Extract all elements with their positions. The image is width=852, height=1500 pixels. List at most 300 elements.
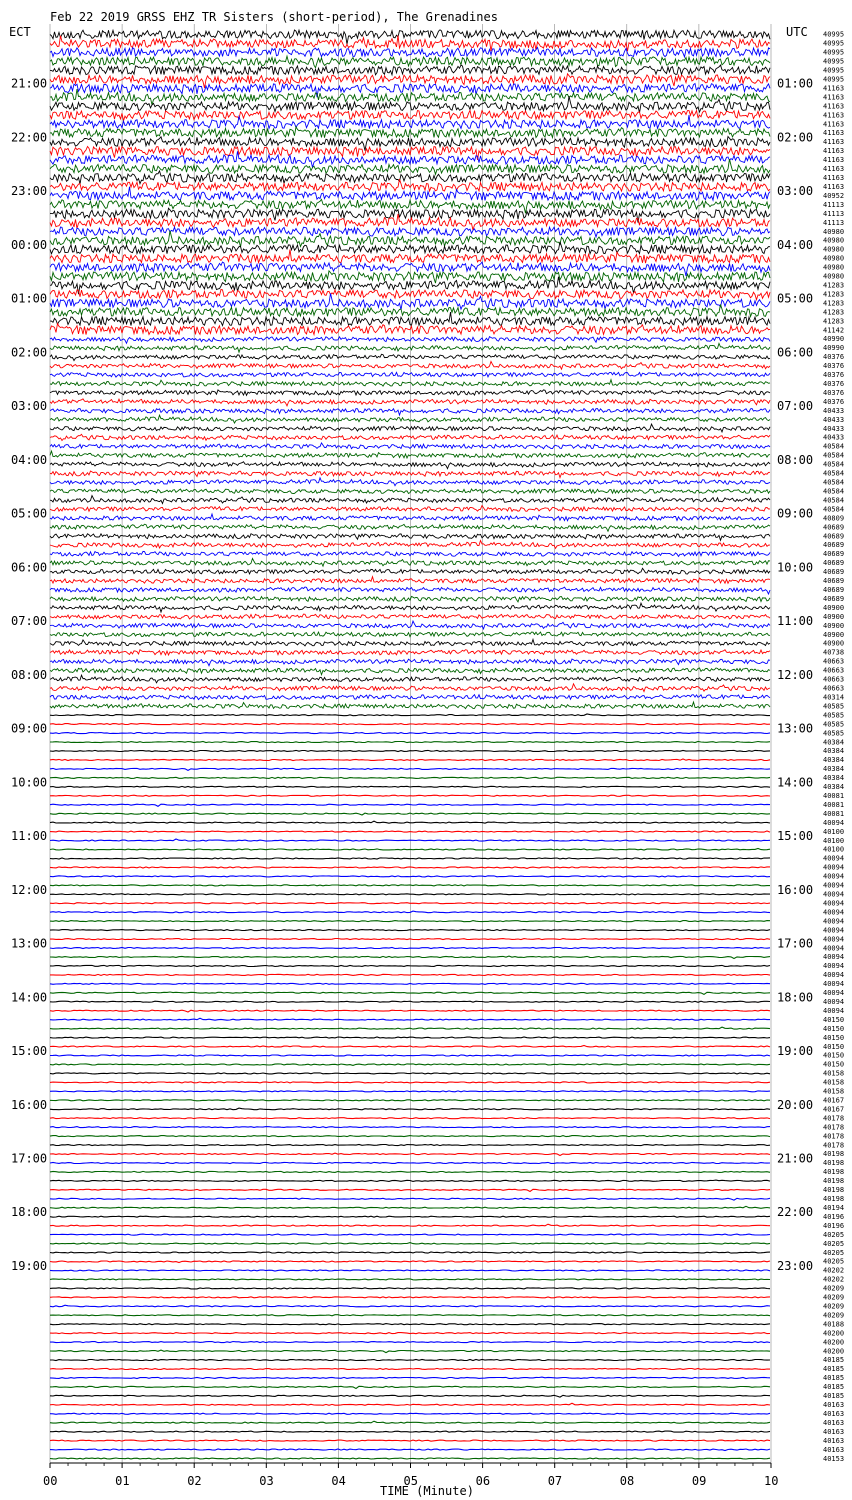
trace-69 xyxy=(50,650,770,655)
trace-label-54: 40809 xyxy=(823,514,845,523)
trace-35 xyxy=(50,343,770,352)
trace-label-155: 40163 xyxy=(823,1418,845,1427)
left-hour-label-2: 23:00 xyxy=(11,184,48,199)
trace-142 xyxy=(50,1305,770,1307)
trace-label-112: 40150 xyxy=(823,1033,845,1042)
trace-label-32: 41283 xyxy=(823,317,845,326)
right-hour-label-11: 12:00 xyxy=(777,667,814,682)
trace-label-31: 41283 xyxy=(823,308,845,317)
trace-89 xyxy=(50,831,770,832)
trace-159 xyxy=(50,1458,770,1459)
trace-75 xyxy=(50,702,770,709)
trace-37 xyxy=(50,361,770,369)
trace-41 xyxy=(50,399,770,406)
right-hour-label-5: 06:00 xyxy=(777,345,814,360)
trace-144 xyxy=(50,1324,770,1325)
trace-141 xyxy=(50,1297,770,1298)
trace-label-121: 40178 xyxy=(823,1114,845,1123)
trace-label-133: 40196 xyxy=(823,1221,845,1230)
trace-label-97: 40094 xyxy=(823,899,845,908)
trace-label-43: 40433 xyxy=(823,415,845,424)
left-hour-label-7: 04:00 xyxy=(11,452,48,467)
trace-label-26: 40980 xyxy=(823,263,845,272)
trace-48 xyxy=(50,462,770,469)
trace-label-59: 40689 xyxy=(823,559,845,568)
trace-label-140: 40209 xyxy=(823,1284,845,1293)
right-timezone-label: UTC xyxy=(786,25,808,39)
trace-label-73: 40663 xyxy=(823,684,845,693)
trace-label-127: 40198 xyxy=(823,1168,845,1177)
left-hour-label-4: 01:00 xyxy=(11,291,48,306)
trace-94 xyxy=(50,876,770,877)
trace-17 xyxy=(50,179,770,191)
x-tick-label-1: 01 xyxy=(115,1474,130,1488)
trace-label-141: 40209 xyxy=(823,1293,845,1302)
trace-label-146: 40200 xyxy=(823,1338,845,1347)
trace-label-151: 40185 xyxy=(823,1383,845,1392)
trace-label-93: 40094 xyxy=(823,863,845,872)
trace-label-145: 40200 xyxy=(823,1329,845,1338)
trace-label-84: 40384 xyxy=(823,783,845,791)
trace-label-18: 40952 xyxy=(823,191,845,200)
trace-57 xyxy=(50,541,770,549)
trace-54 xyxy=(50,514,770,521)
trace-131 xyxy=(50,1206,770,1208)
trace-74 xyxy=(50,695,770,700)
trace-53 xyxy=(50,506,770,512)
trace-label-150: 40185 xyxy=(823,1374,845,1383)
trace-label-63: 40689 xyxy=(823,595,845,603)
trace-label-98: 40094 xyxy=(823,908,845,917)
seismic-traces xyxy=(50,30,770,1459)
trace-label-122: 40178 xyxy=(823,1123,845,1132)
trace-98 xyxy=(50,911,770,913)
left-hour-label-0: 21:00 xyxy=(11,76,48,91)
trace-label-42: 40433 xyxy=(823,406,845,415)
trace-label-45: 40433 xyxy=(823,433,845,442)
right-hour-label-16: 17:00 xyxy=(777,936,814,951)
trace-label-96: 40094 xyxy=(823,890,845,899)
right-hour-label-3: 04:00 xyxy=(777,238,814,252)
trace-label-131: 40194 xyxy=(823,1204,845,1212)
trace-label-60: 40689 xyxy=(823,568,845,577)
trace-59 xyxy=(50,558,770,566)
trace-97 xyxy=(50,903,770,904)
trace-label-10: 41163 xyxy=(823,120,845,129)
trace-label-41: 40376 xyxy=(823,397,845,406)
trace-65 xyxy=(50,614,770,619)
trace-138 xyxy=(50,1270,770,1271)
trace-label-19: 41113 xyxy=(823,200,845,209)
trace-93 xyxy=(50,867,770,869)
trace-55 xyxy=(50,524,770,531)
trace-label-101: 40094 xyxy=(823,935,845,944)
trace-115 xyxy=(50,1064,770,1066)
trace-label-20: 41113 xyxy=(823,209,845,218)
trace-109 xyxy=(50,1010,770,1012)
trace-label-2: 40995 xyxy=(823,48,845,57)
trace-49 xyxy=(50,471,770,478)
trace-56 xyxy=(50,534,770,541)
trace-154 xyxy=(50,1413,770,1414)
left-hour-label-6: 03:00 xyxy=(11,399,48,414)
trace-34 xyxy=(50,337,770,344)
trace-label-114: 40150 xyxy=(823,1051,845,1060)
trace-label-119: 40167 xyxy=(823,1096,845,1105)
trace-label-159: 40153 xyxy=(823,1454,845,1463)
trace-38 xyxy=(50,372,770,377)
trace-72 xyxy=(50,675,770,683)
left-hour-label-17: 14:00 xyxy=(11,990,48,1005)
right-hour-label-22: 23:00 xyxy=(777,1259,814,1273)
trace-135 xyxy=(50,1243,770,1245)
trace-62 xyxy=(50,587,770,594)
trace-label-82: 40384 xyxy=(823,765,845,774)
right-hour-label-12: 13:00 xyxy=(777,721,814,736)
trace-71 xyxy=(50,668,770,675)
left-hour-label-12: 09:00 xyxy=(11,721,48,736)
x-tick-label-7: 07 xyxy=(547,1474,563,1488)
trace-9 xyxy=(50,110,770,120)
trace-label-68: 40900 xyxy=(823,639,845,648)
trace-label-94: 40094 xyxy=(823,872,845,881)
trace-label-144: 40188 xyxy=(823,1320,845,1329)
trace-95 xyxy=(50,885,770,886)
trace-40 xyxy=(50,390,770,395)
left-hour-label-18: 15:00 xyxy=(11,1044,48,1058)
trace-143 xyxy=(50,1315,770,1316)
right-hour-label-19: 20:00 xyxy=(777,1097,814,1112)
trace-label-152: 40185 xyxy=(823,1392,845,1401)
trace-label-33: 41142 xyxy=(823,326,845,335)
trace-134 xyxy=(50,1234,770,1235)
trace-label-158: 40163 xyxy=(823,1445,845,1454)
trace-149 xyxy=(50,1368,770,1369)
trace-label-85: 40081 xyxy=(823,792,845,800)
trace-label-79: 40384 xyxy=(823,738,845,747)
x-tick-label-9: 09 xyxy=(691,1474,707,1488)
right-hour-label-17: 18:00 xyxy=(777,990,814,1005)
trace-label-30: 41283 xyxy=(823,299,845,308)
trace-label-106: 40094 xyxy=(823,980,845,989)
trace-label-6: 41163 xyxy=(823,84,845,93)
trace-66 xyxy=(50,621,770,629)
trace-label-86: 40081 xyxy=(823,801,845,809)
trace-125 xyxy=(50,1153,770,1155)
trace-105 xyxy=(50,974,770,975)
trace-110 xyxy=(50,1018,770,1020)
right-hour-label-10: 11:00 xyxy=(777,614,814,629)
trace-136 xyxy=(50,1252,770,1253)
trace-122 xyxy=(50,1127,770,1128)
trace-127 xyxy=(50,1171,770,1172)
trace-label-154: 40163 xyxy=(823,1410,845,1418)
trace-153 xyxy=(50,1403,770,1405)
trace-92 xyxy=(50,858,770,859)
trace-33 xyxy=(50,324,770,335)
trace-25 xyxy=(50,249,770,263)
x-tick-label-10: 10 xyxy=(764,1474,779,1488)
trace-label-56: 40689 xyxy=(823,532,845,541)
trace-label-16: 41163 xyxy=(823,174,845,182)
right-hour-label-13: 14:00 xyxy=(777,775,814,790)
trace-label-74: 40314 xyxy=(823,693,845,702)
trace-101 xyxy=(50,939,770,940)
trace-152 xyxy=(50,1395,770,1397)
trace-label-130: 40198 xyxy=(823,1195,845,1203)
trace-label-44: 40433 xyxy=(823,424,845,433)
trace-label-64: 40900 xyxy=(823,603,845,612)
right-hour-label-20: 21:00 xyxy=(777,1151,814,1166)
trace-76 xyxy=(50,714,770,716)
trace-label-49: 40584 xyxy=(823,469,845,478)
trace-label-55: 40689 xyxy=(823,523,845,532)
trace-120 xyxy=(50,1108,770,1110)
trace-label-117: 40158 xyxy=(823,1078,845,1087)
right-hour-label-7: 08:00 xyxy=(777,452,814,467)
x-tick-label-2: 02 xyxy=(187,1474,202,1488)
x-tick-label-4: 04 xyxy=(331,1474,346,1488)
trace-label-52: 40584 xyxy=(823,496,845,505)
trace-81 xyxy=(50,759,770,761)
left-hour-label-8: 05:00 xyxy=(11,506,48,521)
trace-96 xyxy=(50,894,770,895)
trace-128 xyxy=(50,1180,770,1181)
trace-label-70: 40663 xyxy=(823,657,845,666)
right-hour-label-18: 19:00 xyxy=(777,1044,814,1058)
trace-73 xyxy=(50,684,770,692)
trace-label-110: 40150 xyxy=(823,1015,845,1024)
trace-label-139: 40202 xyxy=(823,1275,845,1284)
x-tick-label-0: 00 xyxy=(43,1474,58,1488)
trace-label-27: 40980 xyxy=(823,272,845,281)
trace-label-153: 40163 xyxy=(823,1401,845,1409)
trace-label-9: 41163 xyxy=(823,111,845,120)
trace-91 xyxy=(50,849,770,851)
trace-label-46: 40584 xyxy=(823,442,845,451)
x-tick-label-3: 03 xyxy=(259,1474,274,1488)
left-hour-label-9: 06:00 xyxy=(11,560,48,575)
trace-label-38: 40376 xyxy=(823,371,845,380)
trace-58 xyxy=(50,551,770,556)
left-hour-label-19: 16:00 xyxy=(11,1097,48,1112)
trace-label-21: 41113 xyxy=(823,218,845,227)
trace-label-12: 41163 xyxy=(823,138,845,147)
trace-113 xyxy=(50,1046,770,1048)
trace-147 xyxy=(50,1350,770,1353)
trace-label-107: 40094 xyxy=(823,989,845,997)
trace-label-91: 40100 xyxy=(823,845,845,854)
trace-label-95: 40094 xyxy=(823,881,845,890)
trace-label-4: 40995 xyxy=(823,66,845,75)
right-hour-label-14: 15:00 xyxy=(777,829,814,844)
trace-60 xyxy=(50,568,770,574)
trace-50 xyxy=(50,478,770,486)
trace-88 xyxy=(50,821,770,823)
trace-15 xyxy=(50,159,770,174)
trace-label-28: 41283 xyxy=(823,281,845,290)
trace-label-99: 40094 xyxy=(823,917,845,926)
trace-label-17: 41163 xyxy=(823,183,845,191)
trace-140 xyxy=(50,1288,770,1289)
trace-86 xyxy=(50,804,770,806)
trace-label-100: 40094 xyxy=(823,926,845,935)
trace-64 xyxy=(50,603,770,612)
trace-132 xyxy=(50,1216,770,1217)
trace-124 xyxy=(50,1145,770,1146)
trace-label-67: 40900 xyxy=(823,630,845,639)
trace-label-123: 40178 xyxy=(823,1132,845,1141)
trace-107 xyxy=(50,992,770,994)
trace-label-124: 40178 xyxy=(823,1141,845,1150)
trace-121 xyxy=(50,1118,770,1119)
trace-label-25: 40980 xyxy=(823,254,845,263)
right-hour-label-1: 02:00 xyxy=(777,130,814,145)
trace-label-7: 41163 xyxy=(823,93,845,102)
trace-label-69: 40738 xyxy=(823,648,845,657)
trace-4 xyxy=(50,65,770,75)
left-hour-label-14: 11:00 xyxy=(11,829,48,844)
left-hour-label-21: 18:00 xyxy=(11,1205,48,1220)
trace-label-40: 40376 xyxy=(823,389,845,397)
trace-label-115: 40150 xyxy=(823,1060,845,1069)
trace-label-34: 40990 xyxy=(823,335,845,344)
trace-label-137: 40205 xyxy=(823,1257,845,1266)
trace-label-62: 40689 xyxy=(823,586,845,594)
left-hour-label-13: 10:00 xyxy=(11,775,48,790)
trace-137 xyxy=(50,1261,770,1263)
left-hour-label-5: 02:00 xyxy=(11,345,48,360)
trace-2 xyxy=(50,47,770,57)
trace-label-75: 40585 xyxy=(823,702,845,711)
trace-label-3: 40995 xyxy=(823,57,845,66)
trace-label-24: 40980 xyxy=(823,245,845,254)
trace-label-37: 40376 xyxy=(823,362,845,371)
left-hour-label-22: 19:00 xyxy=(11,1259,48,1273)
trace-label-90: 40100 xyxy=(823,836,845,845)
trace-119 xyxy=(50,1100,770,1101)
trace-label-80: 40384 xyxy=(823,747,845,756)
trace-label-111: 40150 xyxy=(823,1024,845,1033)
trace-label-92: 40094 xyxy=(823,854,845,863)
trace-117 xyxy=(50,1082,770,1083)
trace-label-103: 40094 xyxy=(823,953,845,962)
trace-label-65: 40900 xyxy=(823,612,845,621)
trace-label-35: 40990 xyxy=(823,344,845,353)
trace-label-0: 40995 xyxy=(823,30,845,39)
trace-155 xyxy=(50,1421,770,1423)
trace-156 xyxy=(50,1431,770,1432)
trace-151 xyxy=(50,1386,770,1388)
left-timezone-label: ECT xyxy=(9,25,31,39)
trace-label-118: 40158 xyxy=(823,1087,845,1096)
right-hour-label-2: 03:00 xyxy=(777,184,814,199)
trace-label-15: 41163 xyxy=(823,165,845,174)
trace-scale-labels xyxy=(823,31,844,1463)
trace-112 xyxy=(50,1037,770,1038)
trace-6 xyxy=(50,84,770,98)
trace-label-66: 40900 xyxy=(823,621,845,630)
trace-145 xyxy=(50,1333,770,1334)
trace-label-1: 40995 xyxy=(823,39,845,48)
trace-label-105: 40094 xyxy=(823,971,845,980)
x-axis xyxy=(43,1463,778,1488)
left-hour-label-10: 07:00 xyxy=(11,614,48,629)
trace-118 xyxy=(50,1091,770,1092)
trace-label-5: 40995 xyxy=(823,75,845,84)
trace-label-14: 41163 xyxy=(823,156,845,165)
trace-label-108: 40094 xyxy=(823,998,845,1006)
x-axis-label: TIME (Minute) xyxy=(380,1484,474,1498)
x-tick-label-8: 08 xyxy=(619,1474,635,1488)
trace-133 xyxy=(50,1224,770,1226)
trace-67 xyxy=(50,632,770,637)
trace-label-104: 40094 xyxy=(823,962,845,971)
trace-85 xyxy=(50,795,770,796)
right-hour-label-21: 22:00 xyxy=(777,1205,814,1220)
trace-51 xyxy=(50,489,770,494)
trace-29 xyxy=(50,289,770,299)
left-hour-label-3: 00:00 xyxy=(11,238,48,252)
trace-11 xyxy=(50,127,770,138)
trace-80 xyxy=(50,750,770,751)
trace-106 xyxy=(50,983,770,984)
trace-82 xyxy=(50,768,770,770)
right-hour-label-15: 16:00 xyxy=(777,882,814,897)
trace-label-36: 40376 xyxy=(823,353,845,362)
trace-label-134: 40205 xyxy=(823,1230,845,1239)
trace-label-109: 40094 xyxy=(823,1006,845,1015)
trace-84 xyxy=(50,786,770,787)
trace-157 xyxy=(50,1440,770,1442)
trace-label-138: 40202 xyxy=(823,1266,845,1275)
trace-label-129: 40198 xyxy=(823,1186,845,1195)
right-hour-label-8: 09:00 xyxy=(777,506,814,521)
trace-label-47: 40584 xyxy=(823,451,845,460)
right-hour-label-0: 01:00 xyxy=(777,76,814,91)
trace-label-83: 40384 xyxy=(823,774,845,783)
trace-52 xyxy=(50,496,770,504)
trace-label-132: 40196 xyxy=(823,1212,845,1221)
trace-70 xyxy=(50,659,770,666)
trace-label-156: 40163 xyxy=(823,1427,845,1436)
left-hour-label-20: 17:00 xyxy=(11,1151,48,1166)
trace-77 xyxy=(50,724,770,725)
trace-108 xyxy=(50,1001,770,1002)
trace-146 xyxy=(50,1342,770,1343)
trace-47 xyxy=(50,451,770,458)
trace-90 xyxy=(50,839,770,841)
left-hour-label-11: 08:00 xyxy=(11,667,48,682)
trace-label-29: 41283 xyxy=(823,290,845,299)
trace-18 xyxy=(50,187,770,201)
trace-104 xyxy=(50,965,770,966)
trace-label-128: 40198 xyxy=(823,1177,845,1186)
trace-label-143: 40209 xyxy=(823,1311,845,1320)
trace-label-147: 40200 xyxy=(823,1347,845,1356)
trace-46 xyxy=(50,443,770,449)
trace-label-89: 40100 xyxy=(823,827,845,836)
trace-78 xyxy=(50,733,770,734)
trace-123 xyxy=(50,1136,770,1137)
trace-126 xyxy=(50,1162,770,1163)
trace-label-157: 40163 xyxy=(823,1436,845,1445)
trace-label-116: 40158 xyxy=(823,1069,845,1078)
trace-116 xyxy=(50,1073,770,1074)
trace-83 xyxy=(50,777,770,778)
trace-99 xyxy=(50,921,770,922)
trace-label-50: 40584 xyxy=(823,478,845,487)
